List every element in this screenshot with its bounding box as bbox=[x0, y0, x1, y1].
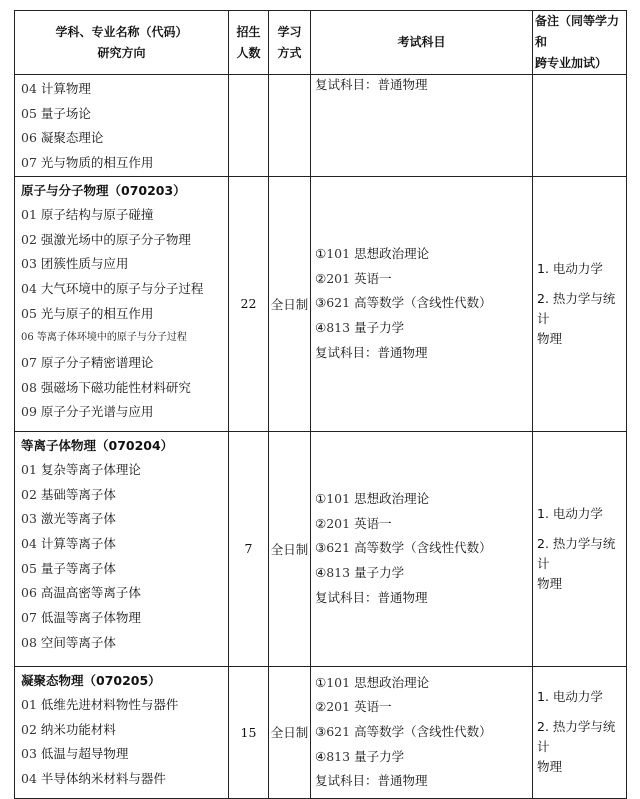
list-item: 06 高温高密等离子体 bbox=[21, 585, 141, 601]
count-cell: 15 bbox=[229, 666, 269, 798]
exam-cell bbox=[311, 431, 533, 666]
list-item: 07 光与物质的相互作用 bbox=[21, 155, 154, 171]
list-item: 03 低温与超导物理 bbox=[21, 746, 129, 762]
directions-cell bbox=[15, 666, 229, 798]
notes-cell: 1. 电动力学 2. 热力学与统计 物理 bbox=[533, 666, 627, 798]
exam-item: ①101 思想政治理论 bbox=[315, 246, 430, 262]
list-item: 04 计算等离子体 bbox=[21, 535, 116, 551]
list-item: 01 低维先进材料物性与器件 bbox=[21, 696, 179, 712]
major-title: 等离子体物理（070204） bbox=[21, 437, 174, 453]
major-title: 凝聚态物理（070205） bbox=[21, 672, 161, 688]
notes-cell: 1. 电动力学 2. 热力学与统计 物理 bbox=[533, 176, 627, 431]
count-cell: 7 bbox=[229, 431, 269, 666]
major-title: 原子与分子物理（070203） bbox=[21, 182, 186, 198]
exam-item: ④813 量子力学 bbox=[315, 320, 405, 336]
notes-cell: 1. 电动力学 2. 热力学与统计 物理 bbox=[533, 431, 627, 666]
list-item: 09 原子分子光谱与应用 bbox=[21, 404, 154, 420]
list-item: 07 低温等离子体物理 bbox=[21, 610, 141, 626]
header-mode: 学习 方式 bbox=[269, 11, 311, 75]
list-item: 02 纳米功能材料 bbox=[21, 721, 116, 737]
list-item: 03 激光等离子体 bbox=[21, 511, 116, 527]
table-row bbox=[15, 431, 627, 666]
mode-cell: 全日制 bbox=[269, 431, 311, 666]
retest-item: 复试科目：普通物理 bbox=[315, 773, 428, 789]
header-row bbox=[15, 11, 627, 75]
exam-cell bbox=[311, 176, 533, 431]
exam-cell bbox=[311, 666, 533, 798]
retest-item: 复试科目：普通物理 bbox=[315, 589, 428, 605]
list-item: 08 空间等离子体 bbox=[21, 634, 116, 650]
directions-cell bbox=[15, 431, 229, 666]
exam-item: ④813 量子力学 bbox=[315, 748, 405, 764]
mode-cell: 全日制 bbox=[269, 176, 311, 431]
count-cell: 22 bbox=[229, 176, 269, 431]
list-item: 05 量子场论 bbox=[21, 105, 91, 121]
list-item: 02 强激光场中的原子分子物理 bbox=[21, 231, 191, 247]
list-item: 05 光与原子的相互作用 bbox=[21, 305, 154, 321]
exam-item: ③621 高等数学（含线性代数） bbox=[315, 723, 492, 739]
header-exam: 考试科目 bbox=[311, 11, 533, 75]
directions-cell bbox=[15, 75, 229, 177]
mode-cell bbox=[269, 75, 311, 177]
table-row bbox=[15, 666, 627, 798]
header-count: 招生 人数 bbox=[229, 11, 269, 75]
list-item: 01 原子结构与原子碰撞 bbox=[21, 206, 154, 222]
admissions-table bbox=[14, 10, 627, 799]
list-item: 01 复杂等离子体理论 bbox=[21, 461, 141, 477]
exam-item: ②201 英语一 bbox=[315, 270, 392, 286]
list-item: 06 等离子体环境中的原子与分子过程 bbox=[21, 332, 187, 344]
header-subject: 学科、专业名称（代码） 研究方向 bbox=[15, 11, 229, 75]
exam-cell: 复试科目：普通物理 bbox=[311, 75, 533, 177]
exam-item: ②201 英语一 bbox=[315, 699, 392, 715]
list-item: 03 团簇性质与应用 bbox=[21, 256, 129, 272]
list-item: 02 基础等离子体 bbox=[21, 486, 116, 502]
exam-item: ③621 高等数学（含线性代数） bbox=[315, 295, 492, 311]
table-row bbox=[15, 176, 627, 431]
retest-item: 复试科目：普通物理 bbox=[315, 344, 428, 360]
exam-item: ①101 思想政治理论 bbox=[315, 674, 430, 690]
exam-item: ④813 量子力学 bbox=[315, 565, 405, 581]
exam-item: ③621 高等数学（含线性代数） bbox=[315, 540, 492, 556]
directions-cell bbox=[15, 176, 229, 431]
exam-item: ②201 英语一 bbox=[315, 515, 392, 531]
mode-cell: 全日制 bbox=[269, 666, 311, 798]
exam-item: ①101 思想政治理论 bbox=[315, 491, 430, 507]
header-notes: 备注（同等学力和 跨专业加试） bbox=[533, 11, 627, 75]
list-item: 04 半导体纳米材料与器件 bbox=[21, 770, 166, 786]
list-item: 07 原子分子精密谱理论 bbox=[21, 355, 154, 371]
list-item: 04 计算物理 bbox=[21, 81, 91, 96]
count-cell bbox=[229, 75, 269, 177]
table-row bbox=[15, 75, 627, 177]
list-item: 05 量子等离子体 bbox=[21, 560, 116, 576]
list-item: 06 凝聚态理论 bbox=[21, 130, 104, 146]
notes-cell bbox=[533, 75, 627, 177]
list-item: 04 大气环境中的原子与分子过程 bbox=[21, 280, 204, 296]
list-item: 08 强磁场下磁功能性材料研究 bbox=[21, 379, 191, 395]
